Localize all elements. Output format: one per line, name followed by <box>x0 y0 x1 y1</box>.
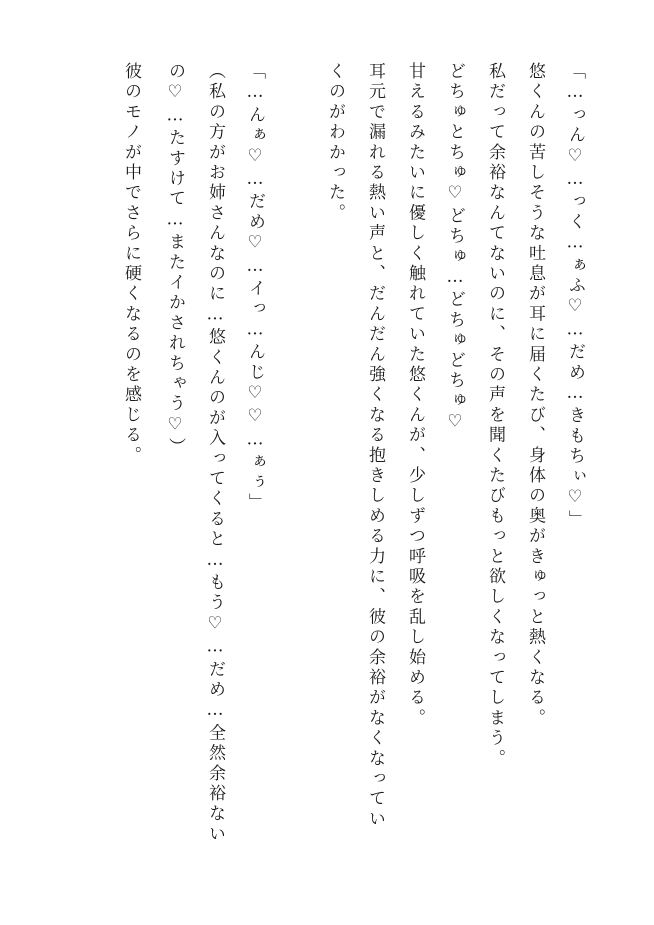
text-line: 耳元で漏れる熱い声と、だんだん強くなる抱きしめる力に、彼の余裕がなくなってい <box>365 62 385 830</box>
text-line: 甘えるみたいに優しく触れていた悠くんが、少しずつ呼吸を乱し始める。 <box>405 62 425 729</box>
text-line: （私の方がお姉さんなのに…悠くんのが入ってくると…もう♡…だめ…全然余裕ない <box>205 62 225 845</box>
text-line: くのがわかった。 <box>325 62 345 224</box>
text-line: 「…んぁ♡…だめ♡…イっ…んじ♡♡…ぁぅ」 <box>245 62 265 514</box>
text-line: 私だって余裕なんてないのに、その声を聞くたびもっと欲しくなってしまう。 <box>485 62 505 769</box>
text-line: どちゅとちゅ♡どちゅ…どちゅどちゅ♡ <box>445 62 465 435</box>
text-line: 「…っん♡…っく…ぁふ♡…だめ…きもちぃ♡」 <box>565 62 585 531</box>
text-line: 悠くんの苦しそうな吐息が耳に届くたび、身体の奥がきゅっと熱くなる。 <box>525 62 545 729</box>
text-line: 彼のモノが中でさらに硬くなるのを感じる。 <box>121 62 141 466</box>
text-line: の♡…たすけて…またイかされちゃう♡） <box>165 62 185 458</box>
blank-line <box>282 62 308 882</box>
